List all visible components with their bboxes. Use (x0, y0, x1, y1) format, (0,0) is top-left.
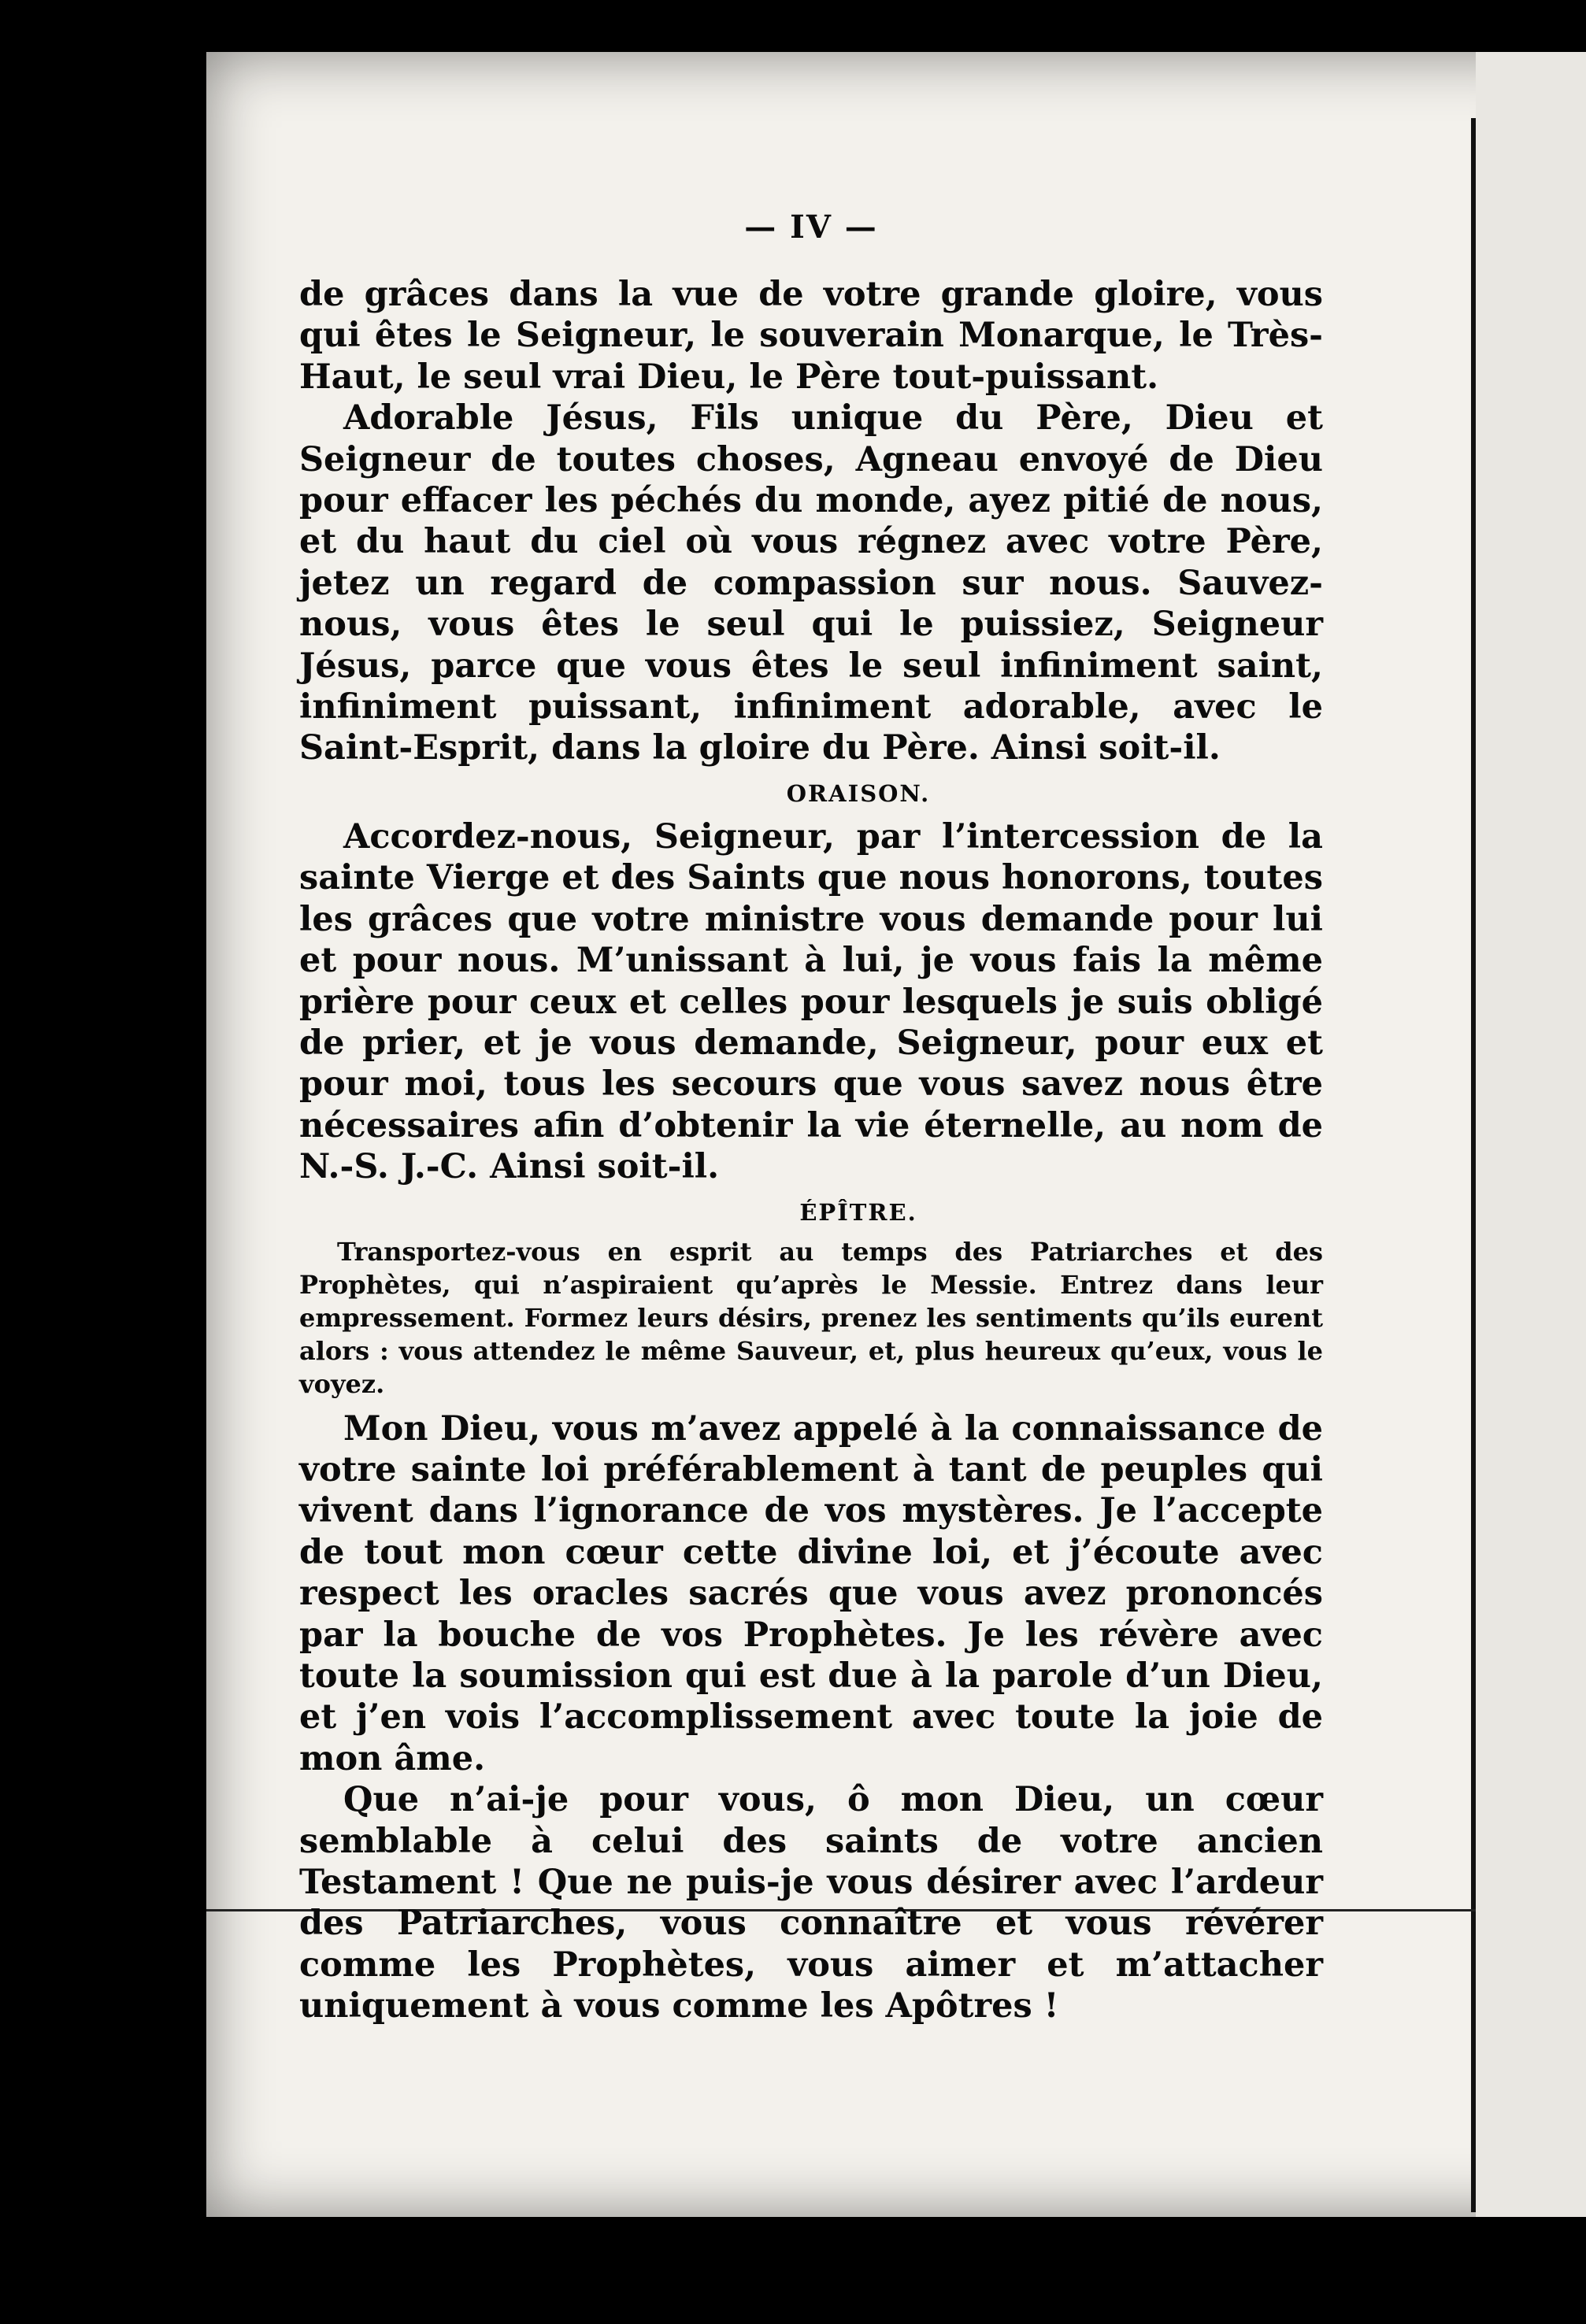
epitre-intro: Transportez-vous en esprit au temps des Patriarches et des Prophètes, qui n’aspiraient qu’après le Messie. Entrez dans leur empressement. Formez leurs désirs, prenez les sentiments qu’ils eurent alors : vous attendez le même Sauveur, et, plus heureux qu’eux, vous le voyez. (299, 1236, 1323, 1399)
oraison-text: Accordez-nous, Seigneur, par l’intercession de la sainte Vierge et des Saints que nous honorons, toutes les grâces que votre ministre vous demande pour lui et pour nous. M’unissant à lui, je vous fais la même prière pour ceux et celles pour lesquels je suis obligé de prier, et je vous demande, Seigneur, pour eux et pour moi, tous les secours que vous savez nous être nécessaires afin d’obtenir la vie éternelle, au nom de N.-S. J.-C. Ainsi soit-il. (299, 816, 1323, 1187)
paragraph-gloria-end: de grâces dans la vue de votre grande gloire, vous qui êtes le Seigneur, le souverain Monarque, le Très-Haut, le seul vrai Dieu, le Père tout-puissant. (299, 275, 1323, 397)
epitre-paragraph-1: Mon Dieu, vous m’avez appelé à la connaissance de votre sainte loi préférablement à tant de peuples qui vivent dans l’ignorance de vos mystères. Je l’accepte de tout mon cœur cette divine loi, et j’écoute avec respect les oracles sacrés que vous avez prononcés par la bouche de vos Prophètes. Je les révère avec toute la soumission qui est due à la parole d’un Dieu, et j’en vois l’accomplissement avec toute la joie de mon âme. (299, 1408, 1323, 1778)
page-text (299, 209, 1323, 2027)
epitre-paragraph-2: Que n’ai-je pour vous, ô mon Dieu, un cœur semblable à celui des saints de votre ancien Testament ! Que ne puis-je vous désirer avec l’ardeur des Patriarches, vous connaître et vous révérer comme les Prophètes, vous aimer et m’attacher uniquement à vous comme les Apôtres ! (299, 1780, 1323, 2026)
epitre-heading: ÉPÎTRE. (799, 1198, 917, 1226)
oraison-heading: ORAISON. (786, 779, 931, 807)
adjacent-page-strip (1476, 52, 1586, 2217)
paragraph-adorable-jesus: Adorable Jésus, Fils unique du Père, Dieu et Seigneur de toutes choses, Agneau envoyé de Dieu pour effacer les péchés du monde, ayez pitié de nous, et du haut du ciel où vous régnez avec votre Père, jetez un regard de compassion sur nous. Sauvez-nous, vous êtes le seul qui le puissiez, Seigneur Jésus, parce que vous êtes le seul infiniment saint, infiniment puissant, infiniment adorable, avec le Saint-Esprit, dans la gloire du Père. Ainsi soit-il. (299, 398, 1323, 768)
page-edge-line (1471, 118, 1476, 2212)
page-number: — IV — (744, 209, 878, 246)
